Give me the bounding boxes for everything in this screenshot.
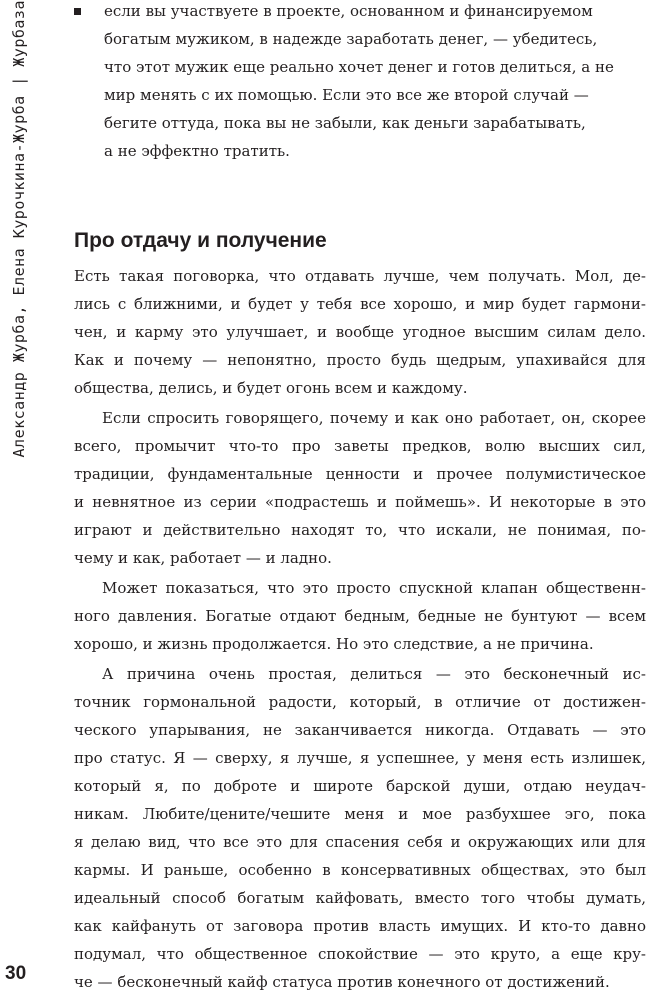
text-line: который я, по доброте и широте барской души, отдаю неудач- (74, 777, 646, 795)
text-line: про статус. Я — сверху, я лучше, я успешнее, у меня есть излишек, (74, 749, 646, 767)
text-line: и невнятное из серии «подрастешь и поймешь». И некоторые в это (74, 493, 646, 511)
bullet-line: богатым мужиком, в надежде заработать денег, — убедитесь, (104, 30, 598, 48)
text-line: чен, и карму это улучшает, и вообще угодное высшим силам дело. (74, 323, 646, 341)
text-line: я делаю вид, что все это для спасения себя и окружающих или для (74, 833, 646, 851)
paragraph (74, 262, 646, 402)
bullet-line: бегите оттуда, пока вы не забыли, как деньги зарабатывать, (104, 114, 586, 132)
bullet-item (74, 0, 646, 165)
paragraph (74, 404, 646, 572)
text-line: А причина очень простая, делиться — это бесконечный ис- (102, 665, 646, 683)
page-content (74, 0, 646, 996)
text-line: ного давления. Богатые отдают бедным, бедные не бунтуют — всем (74, 607, 646, 625)
paragraph (74, 574, 646, 658)
text-line: традиции, фундаментальные ценности и прочее полумистическое (74, 465, 646, 483)
paragraph (74, 660, 646, 996)
text-line: как кайфануть от заговора против власть имущих. И кто-то давно (74, 917, 646, 935)
bullet-line: если вы участвуете в проекте, основанном и финансируемом (104, 2, 593, 20)
running-head-text: Александр Журба, Елена Курочкина-Журба | Журбаза (10, 0, 28, 458)
running-head (10, 0, 30, 620)
text-line: лись с ближними, и будет у тебя все хорошо, и мир будет гармони- (74, 295, 646, 313)
text-line: ческого упарывания, не заканчивается никогда. Отдавать — это (74, 721, 646, 739)
bullet-line: что этот мужик еще реально хочет денег и готов делиться, а не (104, 58, 614, 76)
page-number: 30 (5, 963, 27, 984)
text-line: точник гормональной радости, который, в отличие от достижен- (74, 693, 646, 711)
bullet-line: а не эффектно тратить. (104, 142, 290, 160)
text-line: хорошо, и жизнь продолжается. Но это следствие, а не причина. (74, 635, 594, 653)
text-line: Если спросить говорящего, почему и как оно работает, он, скорее (102, 409, 646, 427)
bullet-line: мир менять с их помощью. Если это все же второй случай — (104, 86, 589, 104)
text-line: Может показаться, что это просто спускной клапан общественн- (102, 579, 646, 597)
text-line: подумал, что общественное спокойствие — это круто, а еще кру- (74, 945, 646, 963)
text-line: чему и как, работает — и ладно. (74, 549, 332, 567)
section-heading: Про отдачу и получение (74, 229, 327, 252)
text-line: кармы. И раньше, особенно в консервативных обществах, это был (74, 861, 646, 879)
square-bullet-icon (74, 8, 81, 15)
text-line: Есть такая поговорка, что отдавать лучше, чем получать. Мол, де- (74, 267, 646, 285)
text-line: играют и действительно находят то, что искали, не понимая, по- (74, 521, 646, 539)
text-line: че — бесконечный кайф статуса против конечного от достижений. (74, 973, 610, 991)
text-line: идеальный способ богатым кайфовать, вместо того чтобы думать, (74, 889, 646, 907)
text-line: Как и почему — непонятно, просто будь щедрым, упахивайся для (74, 351, 646, 369)
text-line: общества, делись, и будет огонь всем и каждому. (74, 379, 468, 397)
text-line: никам. Любите/цените/чешите меня и мое разбухшее эго, пока (74, 805, 646, 823)
text-line: всего, промычит что-то про заветы предков, волю высших сил, (74, 437, 646, 455)
